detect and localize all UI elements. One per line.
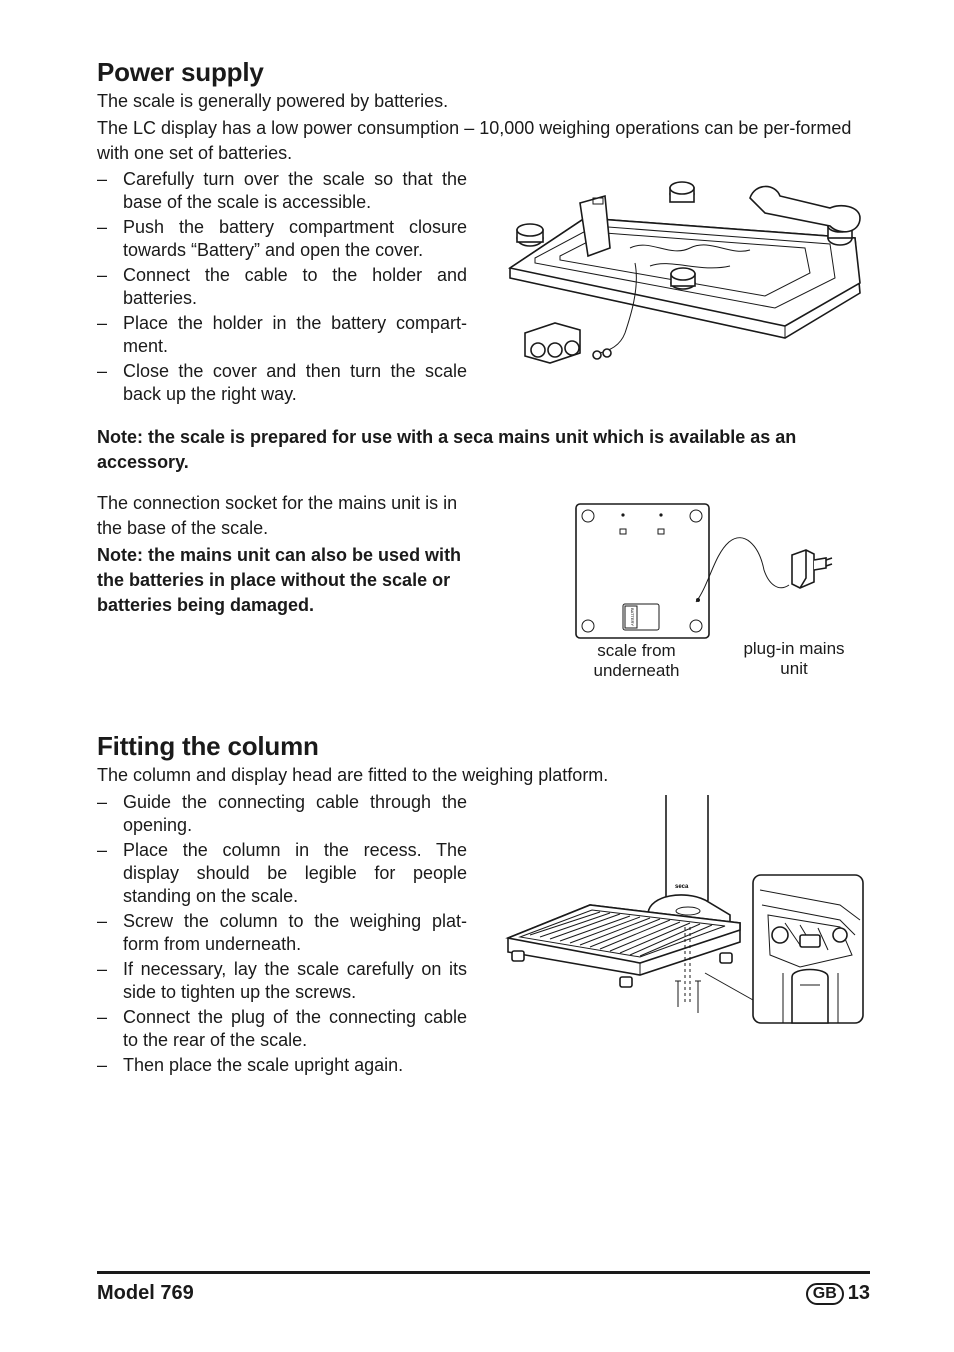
- fitting-column-heading: Fitting the column: [97, 731, 319, 761]
- fitting-column-steps: [97, 791, 467, 1079]
- list-item: – Place the column in the recess. The display should be legible for people standing on the scale.: [97, 839, 467, 908]
- power-supply-heading: Power supply: [97, 57, 264, 87]
- list-item: – Close the cover and then turn the scale back up the right way.: [97, 360, 467, 406]
- page-number: 13: [847, 1282, 870, 1304]
- language-badge: GB: [806, 1283, 844, 1305]
- list-item: – Push the battery compartment closure towards “Battery” and open the cover.: [97, 216, 467, 262]
- list-item: – Connect the plug of the connecting cable to the rear of the scale.: [97, 1006, 467, 1052]
- note-batteries-in-place: Note: the mains unit can also be used with the batteries in place without the scale or batteries being damaged.: [97, 545, 462, 615]
- power-supply-para2: The LC display has a low power consumption – 10,000 weighing operations can be per-formed with one set of batteries.: [97, 118, 852, 163]
- seca-brand-mark: seca: [675, 884, 689, 890]
- connection-socket-text: The connection socket for the mains unit is in the base of the scale.: [97, 493, 458, 538]
- footer-rule: [97, 1271, 870, 1274]
- power-supply-steps: [97, 168, 467, 408]
- list-item: – Screw the column to the weighing plat-form from underneath.: [97, 910, 467, 956]
- list-item: – Then place the scale upright again.: [97, 1054, 467, 1077]
- list-item: – Carefully turn over the scale so that the base of the scale is accessible.: [97, 168, 467, 214]
- battery-scale-illustration: [500, 178, 870, 378]
- caption-plug-in-mains-unit: plug-in mains unit: [743, 639, 845, 678]
- list-item: – Place the holder in the battery compart-ment.: [97, 312, 467, 358]
- mains-unit-illustration: [574, 500, 844, 642]
- column-fitting-illustration: [500, 795, 870, 1027]
- battery-label: BATTERY: [630, 607, 635, 627]
- fitting-column-intro: The column and display head are fitted to the weighing platform.: [97, 765, 609, 785]
- footer-model: Model 769: [97, 1282, 194, 1304]
- list-item: – Guide the connecting cable through the opening.: [97, 791, 467, 837]
- caption-scale-from-underneath: scale from underneath: [593, 641, 680, 680]
- power-supply-para1: The scale is generally powered by batteries.: [97, 91, 449, 111]
- list-item: – Connect the cable to the holder and batteries.: [97, 264, 467, 310]
- footer-page-info: [806, 1282, 870, 1305]
- list-item: – If necessary, lay the scale carefully on its side to tighten up the screws.: [97, 958, 467, 1004]
- note-mains-accessory: Note: the scale is prepared for use with a seca mains unit which is available as an accessory.: [97, 427, 797, 472]
